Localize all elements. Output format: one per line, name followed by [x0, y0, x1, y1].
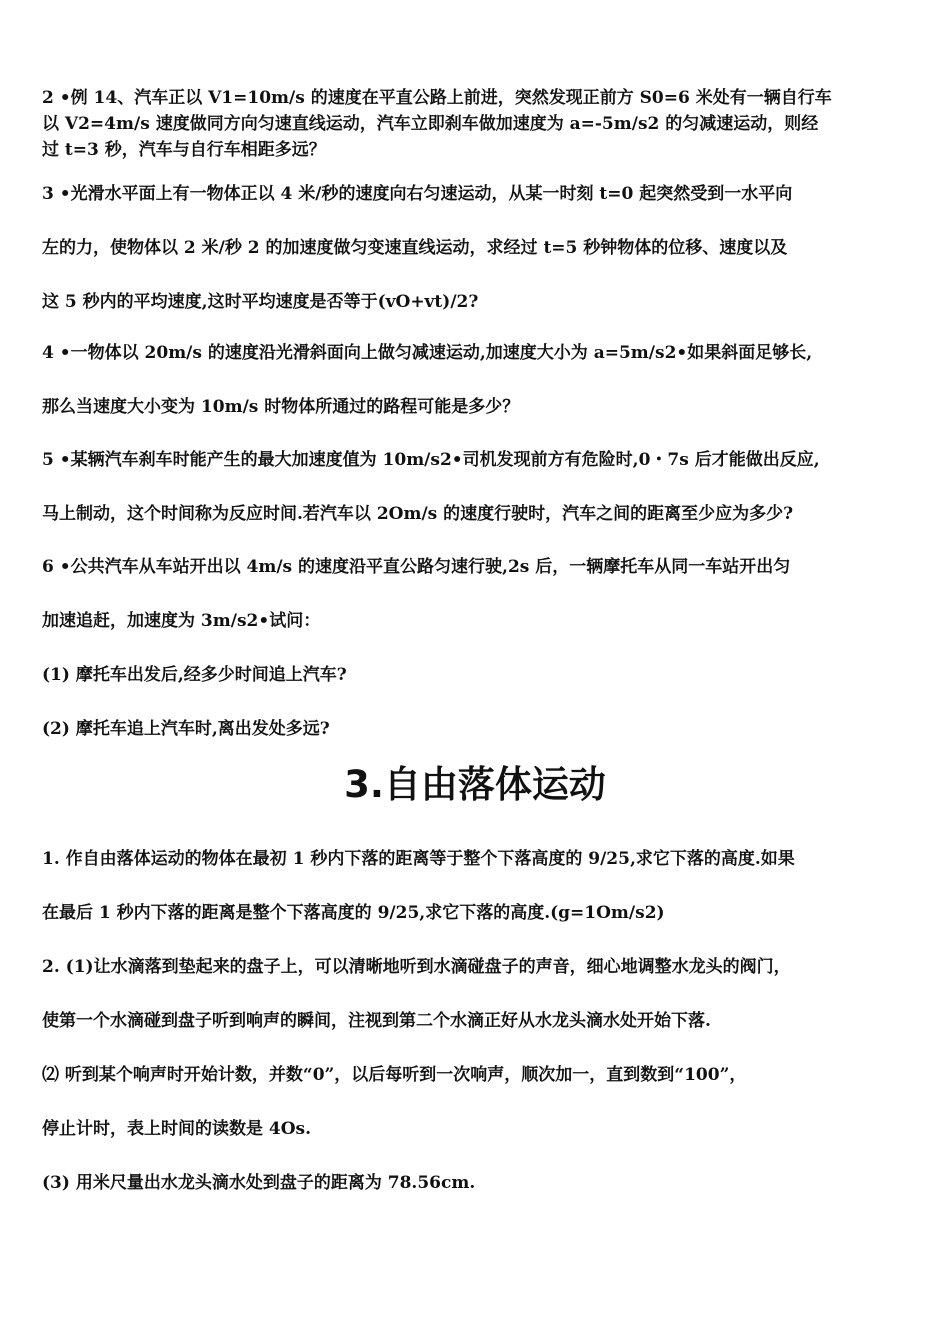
problem-6-question-1: (1) 摩托车出发后,经多少时间追上汽车? — [42, 665, 347, 685]
problem-6 — [42, 540, 914, 756]
problem-3 — [42, 167, 914, 329]
section-item-2-line-1: 2. (1)让水滴落到垫起来的盘子上，可以清晰地听到水滴碰盘子的声音，细心地调整水龙头的阀门， — [42, 957, 791, 977]
problem-4 — [42, 326, 914, 434]
problem-2-line-3: 过 t=3 秒，汽车与自行车相距多远？ — [42, 140, 326, 160]
problem-5-line-1: 5 •某辆汽车刹车时能产生的最大加速度值为 10m/s2•司机发现前方有危险时,0・7s 后才能做出反应, — [42, 450, 820, 470]
problem-3-line-1: 3 •光滑水平面上有一物体正以 4 米/秒的速度向右匀速运动，从某一时刻 t=0 起突然受到一水平向 — [42, 184, 793, 204]
section-item-1-line-2: 在最后 1 秒内下落的距离是整个下落高度的 9/25,求它下落的高度.(g=1Om/s2) — [42, 903, 665, 923]
problem-6-line-2: 加速追赶，加速度为 3m/s2•试问： — [42, 611, 321, 631]
section-item-1 — [42, 832, 914, 940]
problem-6-question-2: (2) 摩托车追上汽车时,离出发处多远? — [42, 719, 330, 739]
section-title: 3.自由落体运动 — [344, 763, 606, 806]
section-item-2-line-3: ⑵ 听到某个响声时开始计数，并数“0”，以后每听到一次响声，顺次加一，直到数到“100”， — [42, 1065, 747, 1085]
problem-5-line-2: 马上制动，这个时间称为反应时间.若汽车以 2Om/s 的速度行驶时，汽车之间的距离至少应为多少? — [42, 504, 794, 524]
section-item-2-line-5: (3) 用米尺量出水龙头滴水处到盘子的距离为 78.56cm. — [42, 1173, 476, 1193]
problem-2-line-2: 以 V2=4m/s 速度做同方向匀速直线运动，汽车立即刹车做加速度为 a=-5m/s2 的匀减速运动，则经 — [42, 114, 819, 134]
problem-5 — [42, 433, 914, 541]
problem-2 — [42, 85, 914, 163]
section-item-2 — [42, 940, 914, 1210]
section-item-1-line-1: 1. 作自由落体运动的物体在最初 1 秒内下落的距离等于整个下落高度的 9/25,求它下落的高度.如果 — [42, 849, 795, 869]
section-item-2-line-4: 停止计时，表上时间的读数是 4Os. — [42, 1119, 312, 1139]
problem-4-line-1: 4 •一物体以 20m/s 的速度沿光滑斜面向上做匀减速运动,加速度大小为 a=5m/s2•如果斜面足够长, — [42, 343, 813, 363]
problem-6-line-1: 6 •公共汽车从车站开出以 4m/s 的速度沿平直公路匀速行驶,2s 后，一辆摩托车从同一车站开出匀 — [42, 557, 791, 577]
section-item-2-line-2: 使第一个水滴碰到盘子听到响声的瞬间，注视到第二个水滴正好从水龙头滴水处开始下落. — [42, 1011, 711, 1031]
problem-2-line-1: 2 •例 14、汽车正以 V1=10m/s 的速度在平直公路上前进，突然发现正前方 S0=6 米处有一辆自行车 — [42, 88, 832, 108]
problem-4-line-2: 那么当速度大小变为 10m/s 时物体所通过的路程可能是多少？ — [42, 397, 520, 417]
problem-3-line-3: 这 5 秒内的平均速度,这时平均速度是否等于(vO+vt)/2? — [42, 292, 479, 312]
problem-3-line-2: 左的力，使物体以 2 米/秒 2 的加速度做匀变速直线运动，求经过 t=5 秒钟物体的位移、速度以及 — [42, 238, 788, 258]
